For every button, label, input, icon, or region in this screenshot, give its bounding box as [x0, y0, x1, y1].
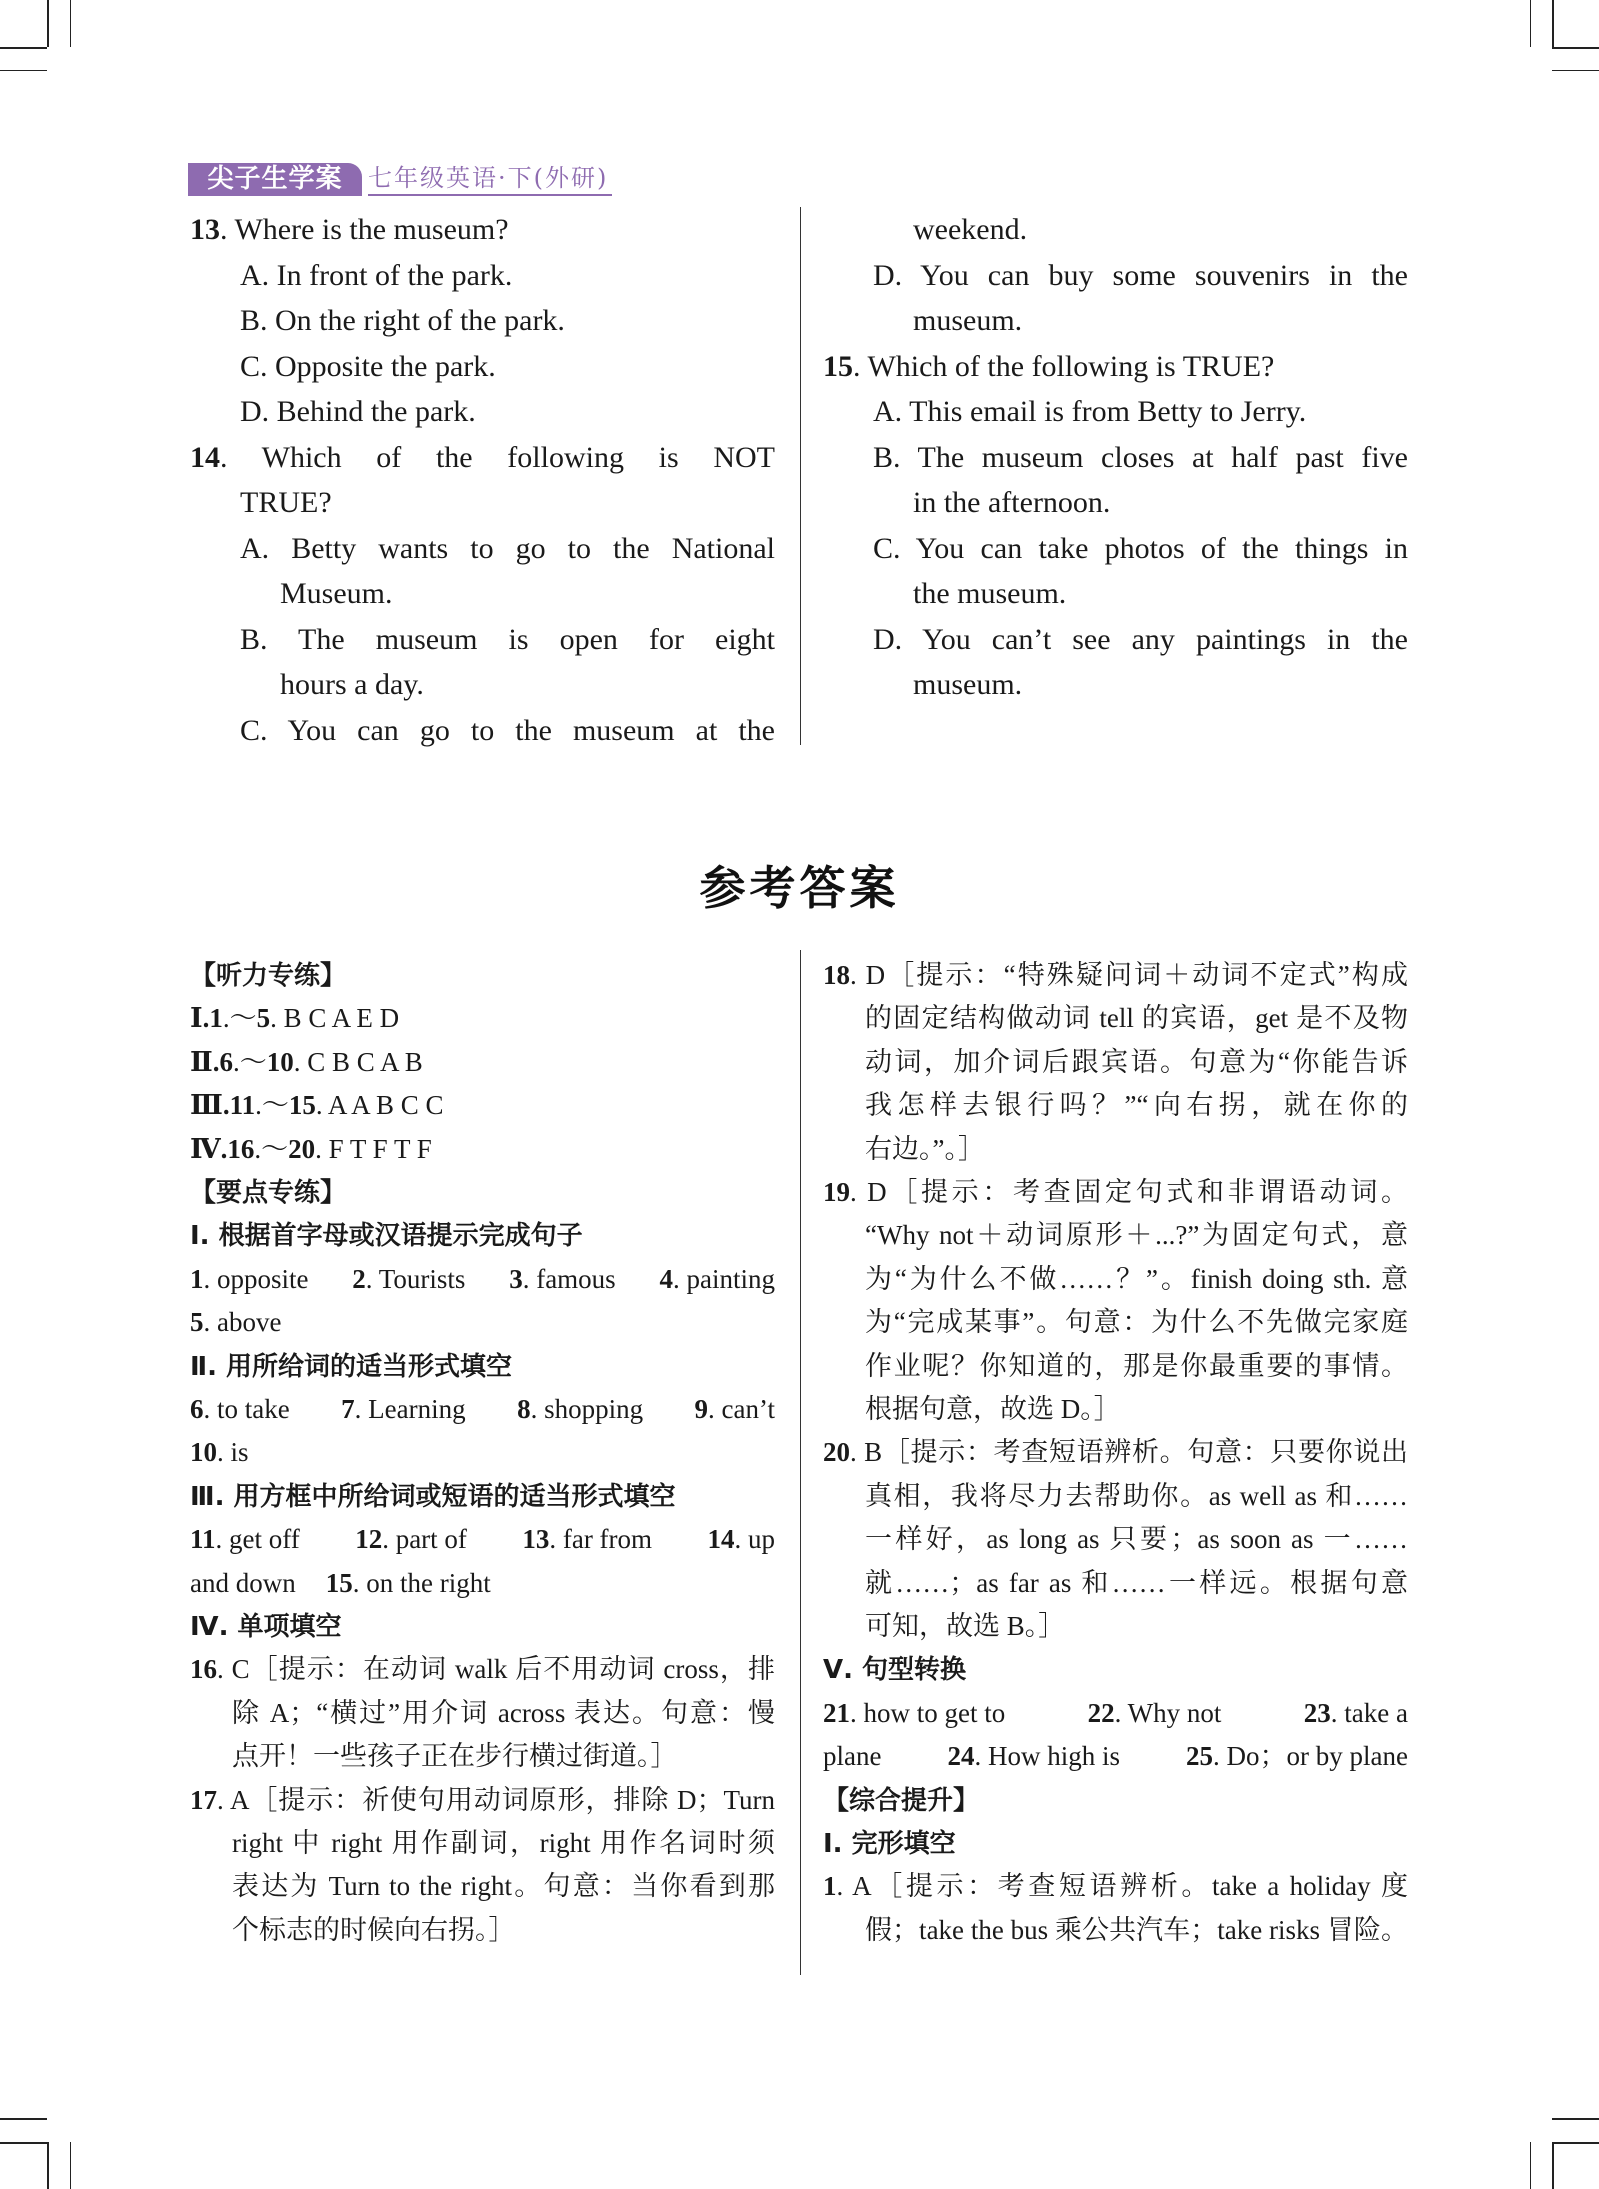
answer-explanation: . D［提示：“特殊疑问词＋动词不定式”构成 [850, 960, 1408, 990]
answer-number: 11 [229, 1090, 256, 1121]
crop-mark [70, 0, 71, 47]
crop-mark [1552, 47, 1599, 49]
answer-number: 13 [522, 1524, 550, 1555]
answer-number: 16 [227, 1133, 255, 1164]
answer-explanation-continued: 就……；as far as 和……一样远。根据句意 [865, 1567, 1408, 1598]
answer-explanation-line [865, 1042, 1408, 1082]
question-line [913, 483, 1110, 523]
answer-explanation-continued: 可知，故选 B。］ [865, 1611, 1066, 1641]
answer-item [707, 1519, 775, 1559]
crop-mark [0, 70, 47, 71]
question-line [240, 529, 775, 569]
answer-text: plane [823, 1741, 882, 1772]
answer-letters: . F T F T F [315, 1133, 432, 1164]
crop-mark [70, 2142, 71, 2189]
answer-explanation-continued: right 中 right 用作副词，right 用作名词时须 [232, 1828, 775, 1858]
crop-mark [1552, 70, 1599, 71]
answer-number: 24 [947, 1741, 975, 1772]
crop-mark [1552, 2142, 1554, 2189]
crop-mark [1552, 0, 1554, 47]
answer-explanation-line [865, 1910, 1408, 1950]
answer-explanation: . A［提示：祈使句用动词原形，排除 D；Turn [217, 1784, 775, 1815]
answer-number: 1 [209, 1003, 223, 1034]
answers-title: 参考答案 [699, 861, 900, 915]
answer-item [190, 1302, 281, 1342]
column-divider [800, 207, 801, 745]
question-number: 15 [823, 349, 853, 383]
section-heading-text: Ⅰ. 根据首字母或汉语提示完成句子 [190, 1221, 583, 1252]
answer-items-line [190, 1259, 775, 1299]
answer-text: . Do；or by plane [1213, 1741, 1408, 1772]
answer-explanation: . D［提示：考查固定句式和非谓语动词。 [850, 1177, 1408, 1207]
section-heading [190, 1476, 676, 1516]
answer-item [695, 1389, 775, 1429]
answer-item [1186, 1736, 1408, 1776]
answer-explanation-continued: 根据句意，故选 D。］ [865, 1394, 1121, 1424]
option-text-continued: in the afternoon. [913, 486, 1111, 519]
answer-explanation-line [865, 1302, 1408, 1342]
answer-number: 6 [190, 1394, 204, 1424]
answer-text: . get off [215, 1524, 300, 1555]
section-heading [190, 1346, 512, 1386]
section-heading-text: 【听力专练】 [190, 961, 347, 991]
answer-explanation-line [823, 1172, 1408, 1212]
answer-text: . Learning [354, 1394, 466, 1424]
answer-item [190, 1563, 296, 1603]
answer-explanation-continued: 表达为 Turn to the right。句意：当你看到那 [232, 1871, 775, 1902]
answer-explanation-line [823, 955, 1408, 995]
answer-item [341, 1389, 465, 1429]
answer-number: 23 [1303, 1697, 1331, 1728]
answer-number: 6 [219, 1046, 234, 1077]
answer-number: 11 [190, 1524, 216, 1555]
option-text: B. On the right of the park. [240, 304, 565, 337]
answer-explanation-line [865, 1519, 1408, 1559]
section-heading [823, 1823, 956, 1863]
section-heading-text: Ⅳ. 单项填空 [190, 1612, 342, 1642]
option-text-continued: museum. [913, 668, 1023, 701]
question-text: . Which of the following is TRUE? [853, 349, 1275, 383]
answer-explanation-line [865, 1346, 1408, 1386]
answer-number: 15 [325, 1567, 353, 1598]
answer-explanation-continued: 除 A；“横过”用介词 across 表达。句意：慢 [232, 1697, 775, 1728]
answer-explanation-continued: 动词，加介词后跟宾语。句意为“你能告诉 [865, 1046, 1408, 1077]
roman-numeral: Ⅲ. [190, 1090, 230, 1121]
answer-text: . Tourists [365, 1263, 466, 1294]
crop-mark [47, 2142, 49, 2189]
roman-numeral: Ⅰ. [190, 1003, 210, 1034]
answer-explanation-continued: 一样好，as long as 只要；as soon as 一…… [865, 1524, 1408, 1555]
question-line [913, 574, 1066, 614]
answer-key-line [190, 1085, 443, 1125]
answer-number: 1 [190, 1263, 204, 1294]
crop-mark [1552, 2142, 1599, 2144]
section-heading [823, 1780, 979, 1820]
roman-numeral: Ⅱ. [190, 1046, 220, 1077]
section-heading [190, 1172, 346, 1212]
option-text: C. You can go to the museum at the [240, 713, 775, 747]
answer-number: 12 [355, 1524, 383, 1555]
answer-text: . famous [522, 1263, 616, 1294]
question-line [873, 529, 1408, 569]
answer-explanation-line [190, 1780, 775, 1820]
answer-text: . take a [1330, 1697, 1408, 1728]
answer-item [355, 1519, 467, 1559]
question-line [240, 620, 775, 660]
answer-explanation-continued: 假；take the bus 乘公共汽车；take risks 冒险。 [865, 1914, 1408, 1945]
option-text: D. You can buy some souvenirs in the [873, 258, 1408, 292]
question-line [873, 256, 1408, 296]
range-separator: .～ [254, 1133, 289, 1164]
answer-number: 14 [707, 1524, 735, 1555]
answer-number: 5 [190, 1307, 204, 1338]
answer-explanation-continued: 个标志的时候向右拐。］ [232, 1914, 516, 1945]
answer-number: 19 [823, 1177, 850, 1207]
answer-number: 4 [659, 1263, 673, 1294]
answer-items-line [823, 1736, 1408, 1776]
answer-items-line [190, 1389, 775, 1429]
option-text-continued: the museum. [913, 577, 1067, 610]
option-text: A. In front of the park. [240, 258, 513, 292]
section-heading [190, 955, 346, 995]
question-line [913, 301, 1022, 341]
section-heading [190, 1215, 583, 1255]
answer-explanation-continued: 右边。”。］ [865, 1133, 985, 1164]
option-text: A. This email is from Betty to Jerry. [873, 395, 1307, 428]
answer-explanation-continued: 真相，我将尽力去帮助你。as well as 和…… [865, 1480, 1408, 1511]
crop-mark [1552, 2118, 1599, 2120]
option-text-continued: hours a day. [280, 668, 424, 701]
answer-text: . painting [672, 1263, 775, 1294]
answer-explanation-continued: “Why not＋动词原形＋...?”为固定句式，意 [865, 1220, 1408, 1251]
option-text: B. The museum is open for eight [240, 622, 775, 656]
answer-explanation-line [823, 1432, 1408, 1472]
section-heading-text: Ⅴ. 句型转换 [823, 1655, 967, 1686]
crop-mark [0, 47, 47, 49]
answer-text: . above [203, 1307, 282, 1338]
answer-item [1304, 1693, 1408, 1733]
question-line [913, 210, 1027, 250]
answer-explanation-line [865, 1215, 1408, 1255]
answer-key-line [190, 1129, 432, 1169]
option-text: C. You can take photos of the things in [873, 531, 1408, 565]
answer-item [190, 1519, 300, 1559]
question-line [240, 256, 512, 296]
answer-explanation-continued: 为“完成某事”。句意：为什么不先做完家庭 [865, 1307, 1408, 1338]
answer-number: 1 [823, 1871, 837, 1902]
answer-explanation-line [232, 1823, 775, 1863]
question-line [240, 347, 496, 387]
answer-explanation-line [865, 1085, 1408, 1125]
answer-letters: . C B C A B [293, 1046, 423, 1077]
question-line [913, 665, 1022, 705]
section-heading [190, 1606, 342, 1646]
option-text: A. Betty wants to go to the National [240, 531, 775, 565]
answer-explanation-line [232, 1910, 516, 1950]
crop-mark [0, 2142, 47, 2144]
question-line [823, 347, 1274, 387]
answer-number: 3 [509, 1263, 523, 1294]
answer-key-line [190, 1042, 423, 1082]
answer-number: 9 [694, 1394, 709, 1424]
answer-number: 20 [288, 1133, 316, 1164]
answer-text: . Why not [1114, 1697, 1222, 1728]
answer-explanation: . C［提示：在动词 walk 后不用动词 cross，排 [217, 1654, 775, 1685]
option-text: D. You can’t see any paintings in the [873, 622, 1408, 656]
section-heading-text: 【要点专练】 [190, 1178, 347, 1208]
answer-explanation-line [823, 1866, 1408, 1906]
roman-numeral: Ⅳ. [190, 1133, 228, 1164]
answer-number: 10 [190, 1437, 217, 1468]
answer-number: 2 [352, 1263, 366, 1294]
answer-item [522, 1519, 652, 1559]
crop-mark [47, 0, 49, 47]
answer-item [823, 1736, 881, 1776]
answer-explanation-line [232, 1736, 678, 1776]
answer-explanation-line [865, 1129, 985, 1169]
answer-number: 16 [190, 1654, 217, 1685]
option-text-continued: museum. [913, 304, 1023, 337]
answer-item [517, 1389, 643, 1429]
answer-text: . can’t [708, 1394, 775, 1424]
answer-number: 21 [823, 1697, 850, 1728]
option-text-continued: weekend. [913, 213, 1028, 246]
answer-explanation-continued: 我怎样去银行吗？”“向右拐，就在你的 [865, 1090, 1408, 1121]
question-line [280, 665, 424, 705]
answer-number: 22 [1087, 1697, 1115, 1728]
option-text: D. Behind the park. [240, 395, 476, 428]
range-separator: .～ [233, 1046, 267, 1077]
answer-key-line [190, 998, 399, 1038]
answer-item [190, 1389, 290, 1429]
answer-text: . opposite [203, 1263, 309, 1294]
option-text-continued: Museum. [280, 577, 393, 610]
answer-explanation: . A［提示：考查短语辨析。take a holiday 度 [836, 1871, 1408, 1902]
answer-explanation-line [232, 1866, 775, 1906]
book-subtitle: 七年级英语·下(外研) [368, 163, 612, 196]
answer-explanation-line [865, 1563, 1408, 1603]
answer-text: . is [217, 1437, 249, 1468]
answer-text: . up [734, 1524, 775, 1555]
answer-letters: . B C A E D [270, 1003, 400, 1034]
answer-number: 10 [266, 1046, 294, 1077]
answer-items-line [823, 1693, 1408, 1733]
answer-explanation-line [865, 1389, 1121, 1429]
answer-text: . shopping [530, 1394, 644, 1424]
answer-text: and down [190, 1567, 296, 1598]
answer-text: . on the right [352, 1567, 491, 1598]
question-line [240, 483, 332, 523]
answer-letters: . A A B C C [315, 1090, 444, 1121]
answer-number: 5 [256, 1003, 271, 1034]
answer-number: 8 [517, 1394, 531, 1424]
question-line [873, 620, 1408, 660]
range-separator: .～ [255, 1090, 289, 1121]
question-line [240, 301, 565, 341]
answer-item [352, 1259, 465, 1299]
answer-explanation-continued: 作业呢？你知道的，那是你最重要的事情。 [865, 1350, 1408, 1381]
answer-explanation-line [865, 1606, 1065, 1646]
answer-explanation-continued: 的固定结构做动词 tell 的宾语，get 是不及物 [865, 1003, 1408, 1034]
question-line [240, 711, 775, 751]
answer-number: 7 [341, 1394, 355, 1424]
answer-items-line [190, 1302, 281, 1342]
section-heading-text: 【综合提升】 [823, 1785, 980, 1816]
answer-text: . How high is [974, 1741, 1121, 1772]
crop-mark [1530, 0, 1531, 47]
answer-items-line [190, 1519, 775, 1559]
section-heading-text: Ⅱ. 用所给词的适当形式填空 [190, 1351, 513, 1382]
answer-explanation-line [865, 1259, 1408, 1299]
answer-item [1088, 1693, 1222, 1733]
answer-item [190, 1432, 249, 1472]
answer-number: 17 [190, 1784, 217, 1815]
answer-text: . how to get to [850, 1697, 1006, 1728]
option-text: C. Opposite the park. [240, 349, 496, 383]
column-divider [800, 950, 801, 1975]
answer-explanation-line [865, 998, 1408, 1038]
answer-text: . part of [382, 1524, 467, 1555]
answer-explanation-line [190, 1649, 775, 1689]
option-text: B. The museum closes at half past five [873, 440, 1408, 474]
answer-item [659, 1259, 775, 1299]
answer-item [948, 1736, 1121, 1776]
crop-mark [1530, 2142, 1531, 2189]
answer-item [190, 1259, 309, 1299]
question-text-continued: TRUE? [240, 486, 332, 519]
answer-explanation-continued: 为“为什么不做……？”。finish doing sth. 意 [865, 1263, 1408, 1294]
answer-number: 18 [823, 960, 850, 990]
answer-number: 25 [1186, 1741, 1214, 1772]
answer-number: 20 [823, 1437, 850, 1468]
question-text: . Where is the museum? [220, 213, 509, 246]
range-separator: .～ [222, 1003, 257, 1034]
section-heading [823, 1649, 966, 1689]
answer-item [509, 1259, 615, 1299]
answer-items-line [190, 1563, 491, 1603]
question-text: . Which of the following is NOT [220, 440, 775, 474]
answer-text: . far from [549, 1524, 653, 1555]
brand-badge: 尖子生学案 [188, 163, 362, 196]
answer-explanation-continued: 点开！一些孩子正在步行横过街道。］ [232, 1741, 678, 1772]
question-line [873, 392, 1306, 432]
answer-explanation-line [865, 1476, 1408, 1516]
answer-number: 15 [288, 1090, 316, 1121]
question-line [873, 438, 1408, 478]
answer-item [823, 1693, 1005, 1733]
answer-explanation: . B［提示：考查短语辨析。句意：只要你说出 [850, 1437, 1408, 1468]
question-line [190, 210, 509, 250]
answer-item [326, 1563, 491, 1603]
answer-text: . to take [203, 1394, 290, 1424]
crop-mark [0, 2118, 47, 2120]
section-heading-text: Ⅲ. 用方框中所给词或短语的适当形式填空 [190, 1481, 676, 1512]
section-heading-text: Ⅰ. 完形填空 [823, 1829, 956, 1859]
question-line [280, 574, 393, 614]
answer-explanation-line [232, 1693, 775, 1733]
question-number: 14 [190, 440, 220, 474]
question-number: 13 [190, 213, 220, 246]
question-line [240, 392, 476, 432]
question-line [190, 438, 775, 478]
answer-items-line [190, 1432, 249, 1472]
